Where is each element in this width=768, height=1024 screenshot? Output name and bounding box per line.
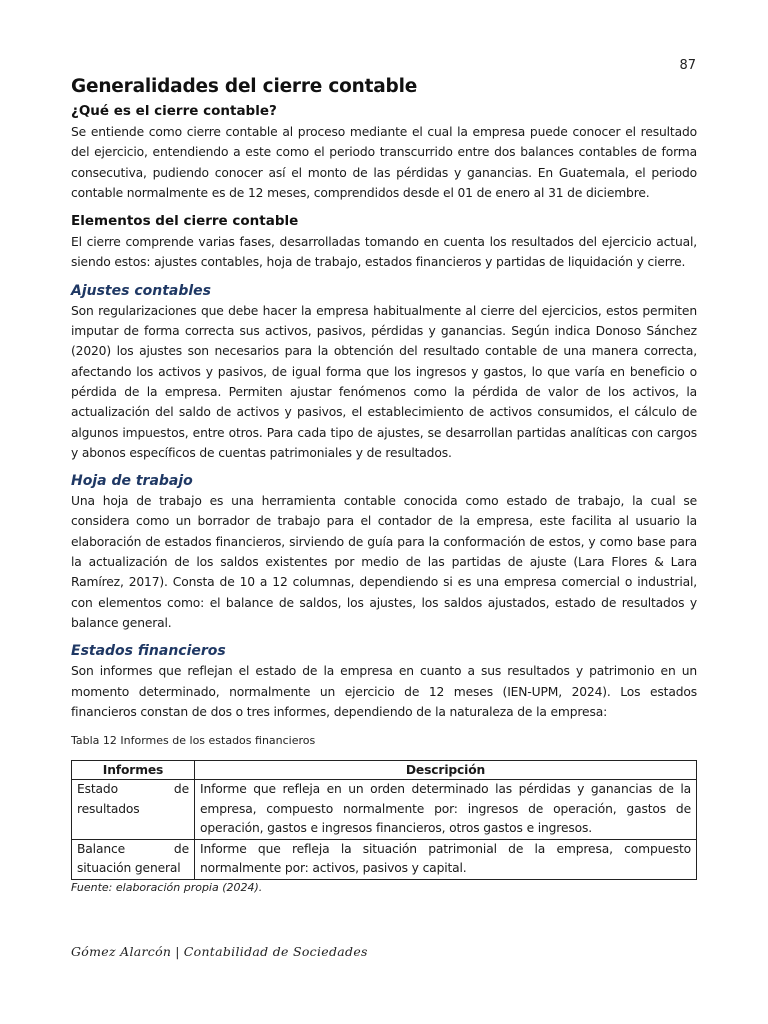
table-row bbox=[72, 780, 697, 840]
page-title: Generalidades del cierre contable bbox=[71, 76, 418, 97]
section-text-elementos: El cierre comprende varias fases, desarrolladas tomando en cuenta los resultados del ejercicio actual, siendo estos: ajustes contables, hoja de trabajo, estados financieros y partidas de liquidación y cierre. bbox=[71, 235, 697, 270]
table-cell-informe: Balance de situación general bbox=[72, 839, 195, 879]
section-heading-hoja: Hoja de trabajo bbox=[71, 473, 193, 490]
section-text-ajustes: Son regularizaciones que debe hacer la empresa habitualmente al cierre del ejercicios, estos permiten imputar de forma correcta sus activos, pasivos, pérdidas y ganancias. Según indica Donoso Sánchez (2020) los ajustes son necesarios para la obtención del resultado contable de una manera correcta, afectando los activos y pasivos, de igual forma que los ingresos y gastos, lo que varía en beneficio o pérdida de la empresa. Permiten ajustar fenómenos como la pérdida de valor de los activos, la actualización del saldo de activos y pasivos, el establecimiento de activos consumidos, el cálculo de algunos impuestos, entre otros. Para cada tipo de ajustes, se desarrollan partidas analíticas con cargos y abonos específicos de cuentas patrimoniales y de resultados. bbox=[71, 303, 697, 460]
footer-author: Gómez Alarcón bbox=[71, 944, 172, 959]
section-heading-que-es: ¿Qué es el cierre contable? bbox=[71, 103, 277, 119]
section-heading-estados: Estados financieros bbox=[71, 643, 226, 660]
section-text-estados: Son informes que reflejan el estado de la empresa en cuanto a sus resultados y patrimonio en un momento determinado, normalmente un ejercicio de 12 meses (IEN-UPM, 2024). Los estados financieros constan de dos o tres informes, dependiendo de la naturaleza de la empresa: bbox=[71, 664, 697, 719]
table-caption: Tabla 12 Informes de los estados financieros bbox=[71, 734, 316, 748]
table-header-informes: Informes bbox=[72, 761, 195, 780]
section-text-hoja: Una hoja de trabajo es una herramienta contable conocida como estado de trabajo, la cual se considera como un borrador de trabajo para el contador de la empresa, este facilita al usuario la elaboración de estados financieros, sirviendo de guía para la conformación de estos, y como base para la actualización de los saldos existentes por medio de las partidas de ajuste (Lara Flores & Lara Ramírez, 2017). Consta de 10 a 12 columnas, dependiendo si es una empresa comercial o industrial, con elementos como: el balance de saldos, los ajustes, los saldos ajustados, estado de resultados y balance general. bbox=[71, 494, 697, 630]
page-number: 87 bbox=[679, 58, 696, 73]
table-header-descripcion: Descripción bbox=[195, 761, 697, 780]
section-heading-ajustes: Ajustes contables bbox=[71, 282, 211, 299]
financial-statements-table bbox=[71, 760, 697, 880]
footer-separator: | bbox=[175, 944, 180, 959]
section-heading-elementos: Elementos del cierre contable bbox=[71, 213, 299, 230]
table-cell-descripcion: Informe que refleja en un orden determinado las pérdidas y ganancias de la empresa, compuesto normalmente por: ingresos de operación, gastos de operación, gastos e ingresos financieros, otros gastos e ingresos. bbox=[195, 780, 697, 840]
page-footer bbox=[71, 944, 368, 959]
page-content bbox=[71, 76, 697, 894]
section-text-que-es: Se entiende como cierre contable al proceso mediante el cual la empresa puede conocer el resultado del ejercicio, entendiendo a este como el periodo transcurrido entre dos balances contables de forma consecutiva, pudiendo conocer así el monto de las pérdidas y ganancias. En Guatemala, el periodo contable normalmente es de 12 meses, comprendidos desde el 01 de enero al 31 de diciembre. bbox=[71, 125, 697, 200]
table-header-row bbox=[72, 761, 697, 780]
table-row bbox=[72, 839, 697, 879]
footer-book-title: Contabilidad de Sociedades bbox=[183, 944, 368, 959]
table-source: Fuente: elaboración propia (2024). bbox=[71, 880, 263, 894]
table-cell-informe: Estado de resultados bbox=[72, 780, 195, 840]
table-cell-descripcion: Informe que refleja la situación patrimonial de la empresa, compuesto normalmente por: activos, pasivos y capital. bbox=[195, 839, 697, 879]
